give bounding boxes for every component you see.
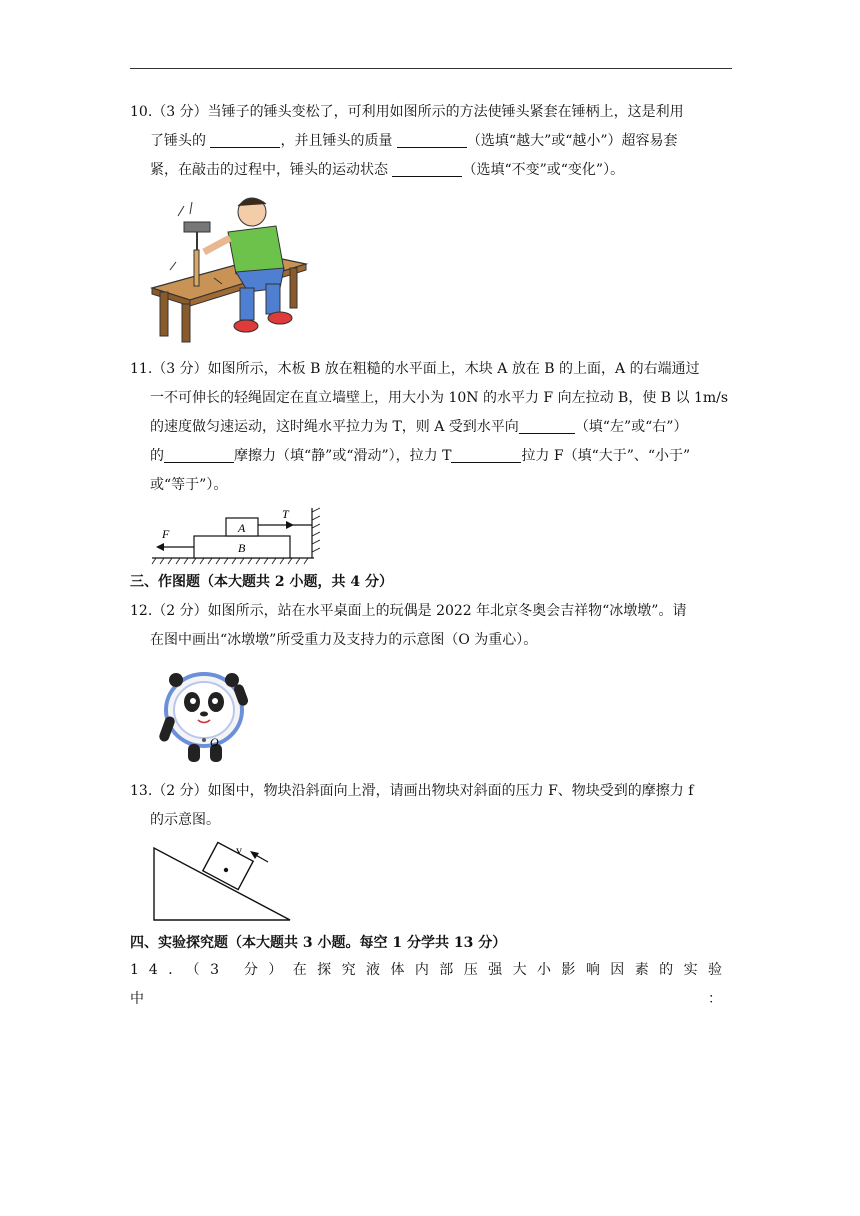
q10-text: 紧，在敲击的过程中，锤头的运动状态 [150, 162, 393, 178]
q10-text: （选填“越大”或“越小”）超容易套 [466, 133, 678, 149]
header-rule [130, 68, 732, 69]
board-B-label: B [238, 541, 246, 555]
q10-line1: 10.（3 分）当锤子的锤头变松了，可利用如图所示的方法使锤头紧套在锤柄上，这是利用 [130, 104, 684, 120]
q11-line2: 一不可伸长的轻绳固定在直立墙壁上，用大小为 10N 的水平力 F 向左拉动 B，使 B 以 1m/s [150, 390, 729, 406]
q11-line4 [130, 442, 732, 471]
center-of-mass-label: O [210, 735, 219, 749]
q11-line5: 或“等于”）。 [150, 477, 228, 493]
answer-blank[interactable] [164, 446, 234, 463]
tension-T-label: T [282, 507, 289, 521]
hammer-man-figure [148, 192, 310, 344]
section-4-heading: 四、实验探究题（本大题共 3 小题。每空 1 分学共 13 分） [130, 935, 507, 951]
q11-text: 摩擦力（填“静”或“滑动”），拉力 T [234, 448, 452, 464]
question-12 [130, 597, 732, 655]
question-11 [130, 355, 732, 500]
q10-text: （选填“不变”或“变化”）。 [462, 162, 625, 178]
q10-line3 [130, 156, 732, 185]
block-board-figure [150, 504, 324, 566]
q10-line2 [130, 127, 732, 156]
q13-line2: 的示意图。 [150, 812, 220, 828]
question-13 [130, 777, 732, 835]
bing-dwen-dwen-figure [152, 664, 256, 766]
q11-line3 [130, 413, 732, 442]
q11-text: 的速度做匀速运动，这时绳水平拉力为 T，则 A 受到水平向 [150, 419, 519, 435]
force-F-label: F [162, 527, 170, 541]
q10-text: ，并且锤头的质量 [280, 133, 397, 149]
question-10 [130, 98, 732, 185]
q11-text: （填“左”或“右”） [574, 419, 688, 435]
q11-text: 拉力 F（填“大于”、“小于” [521, 448, 691, 464]
answer-blank[interactable] [392, 160, 462, 177]
q12-line1: 12.（2 分）如图所示，站在水平桌面上的玩偶是 2022 年北京冬奥会吉祥物“冰墩墩”。请 [130, 603, 687, 619]
q14-line1: 14．（3 分）在探究液体内部压强大小影响因素的实验中： [130, 962, 732, 1007]
incline-figure [150, 840, 296, 924]
velocity-label: v [236, 843, 242, 857]
q13-line1: 13.（2 分）如图中，物块沿斜面向上滑，请画出物块对斜面的压力 F、物块受到的摩擦力 f [130, 783, 694, 799]
answer-blank[interactable] [397, 131, 467, 148]
answer-blank[interactable] [519, 417, 575, 434]
q11-text: 的 [150, 448, 164, 464]
question-14 [130, 956, 732, 1014]
answer-blank[interactable] [210, 131, 280, 148]
q11-line1: 11.（3 分）如图所示，木板 B 放在粗糙的水平面上，木块 A 放在 B 的上面，A 的右端通过 [130, 361, 700, 377]
section-3-heading: 三、作图题（本大题共 2 小题，共 4 分） [130, 574, 393, 590]
q10-text: 了锤头的 [150, 133, 211, 149]
q12-line2: 在图中画出“冰墩墩”所受重力及支持力的示意图（O 为重心）。 [150, 632, 538, 648]
block-A-label: A [238, 521, 246, 535]
answer-blank[interactable] [451, 446, 521, 463]
